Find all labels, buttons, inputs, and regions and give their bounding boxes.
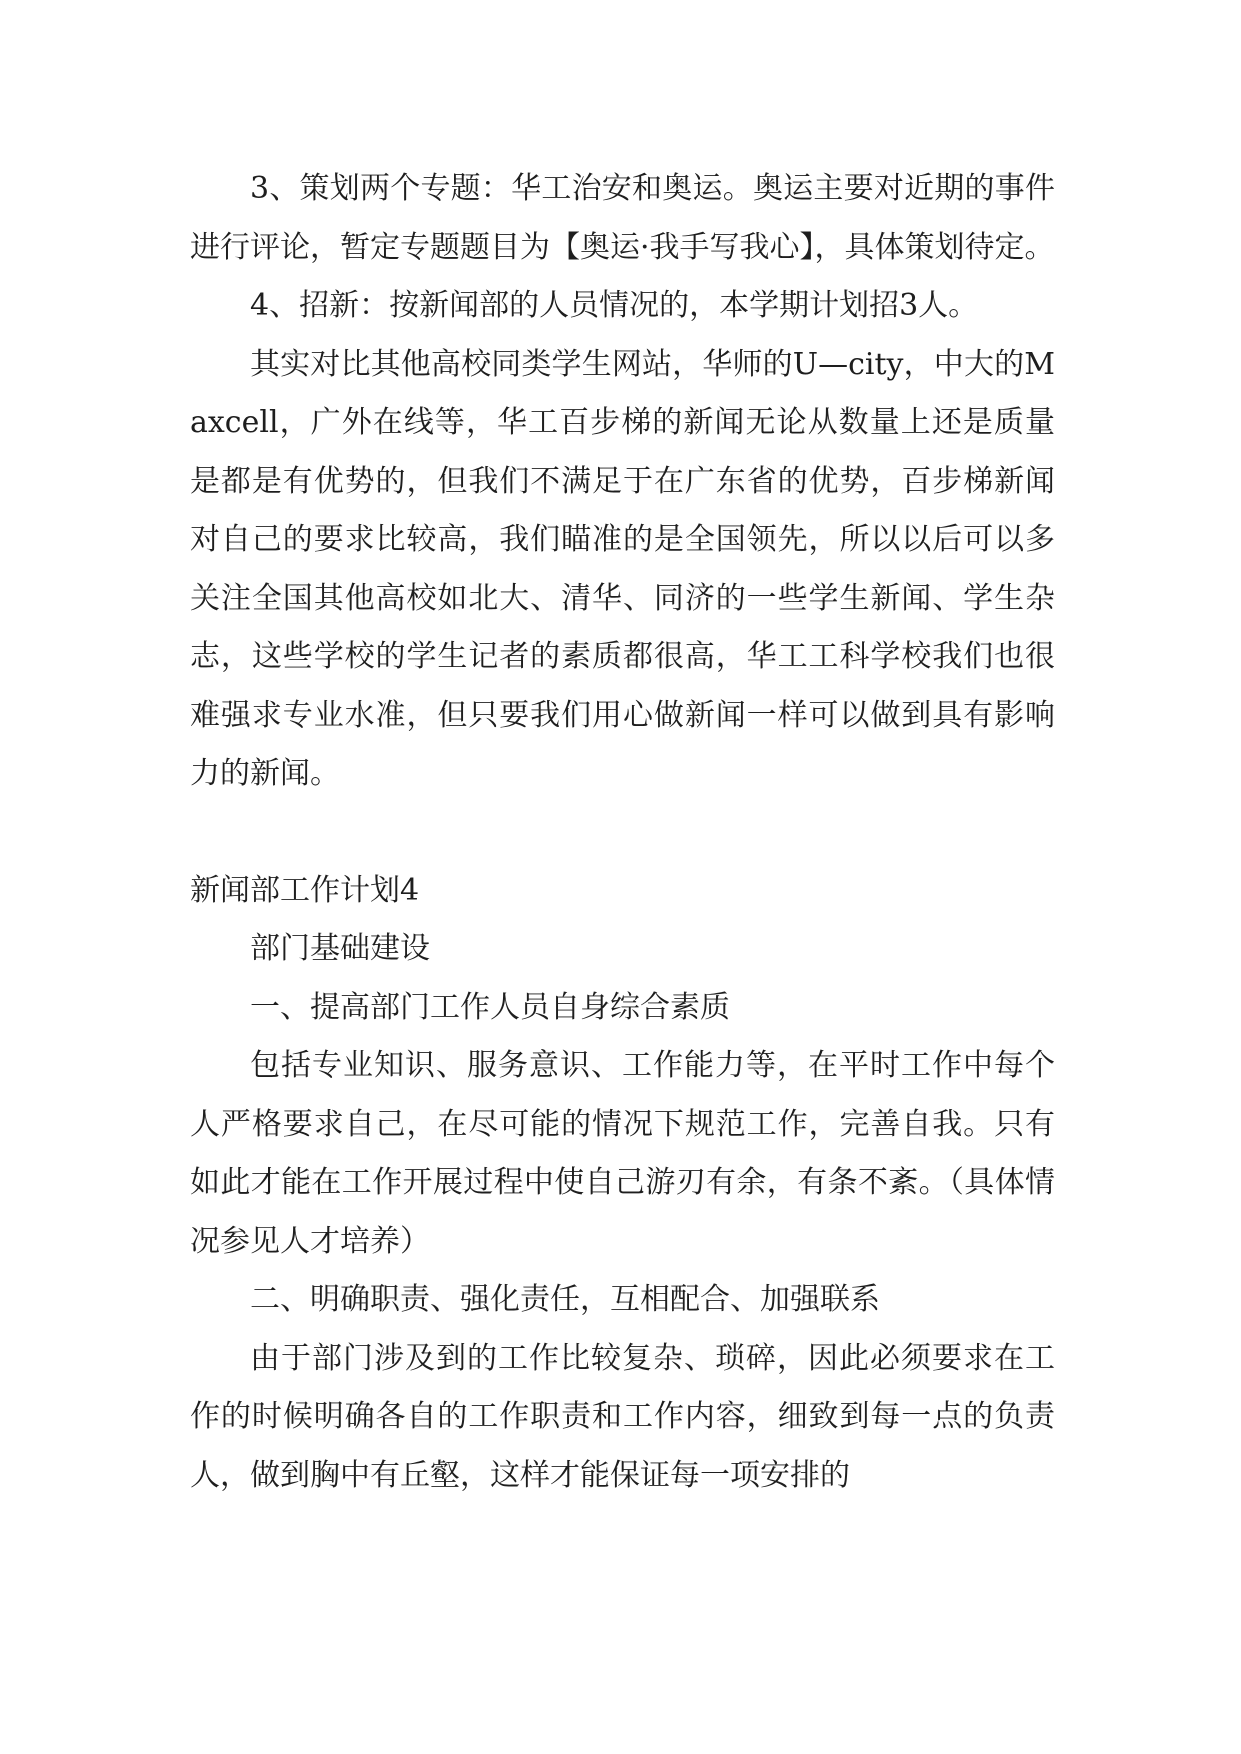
section-title: 新闻部工作计划4: [190, 872, 420, 908]
paragraph-recruitment: 4、招新：按新闻部的人员情况的，本学期计划招3人。: [250, 288, 979, 323]
paragraph-responsibility-detail: 由于部门涉及到的工作比较复杂、琐碎，因此必须要求在工作的时候明确各自的工作职责和工作内容，细致到每一点的负责人，做到胸中有丘壑，这样才能保证每一项安排的: [190, 1340, 1055, 1493]
paragraph-comparison: 其实对比其他高校同类学生网站，华师的U—city，中大的Maxcell，广外在线等，华工百步梯的新闻无论从数量上还是质量是都是有优势的，但我们不满足于在广东省的优势，百步梯新闻对自己的要求比较高，我们瞄准的是全国领先，所以以后可以多关注全国其他高校如北大、清华、同济的一些学生新闻、学生杂志，这些学校的学生记者的素质都很高，华工工科学校我们也很难强求专业水准，但只要我们用心做新闻一样可以做到具有影响力的新闻。: [190, 346, 1055, 791]
paragraph-quality-detail: 包括专业知识、服务意识、工作能力等，在平时工作中每个人严格要求自己，在尽可能的情况下规范工作，完善自我。只有如此才能在工作开展过程中使自己游刃有余，有条不紊。（具体情况参见人才培养）: [190, 1048, 1055, 1259]
paragraph-heading-one: 一、提高部门工作人员自身综合素质: [250, 989, 730, 1025]
paragraph-special-topics: 3、策划两个专题：华工治安和奥运。奥运主要对近期的事件进行评论，暂定专题题目为【奥运·我手写我心】，具体策划待定。: [190, 171, 1055, 265]
paragraph-heading-two: 二、明确职责、强化责任，互相配合、加强联系: [250, 1282, 880, 1317]
paragraph-department-construction: 部门基础建设: [250, 931, 430, 966]
document-body: [190, 160, 1055, 1505]
